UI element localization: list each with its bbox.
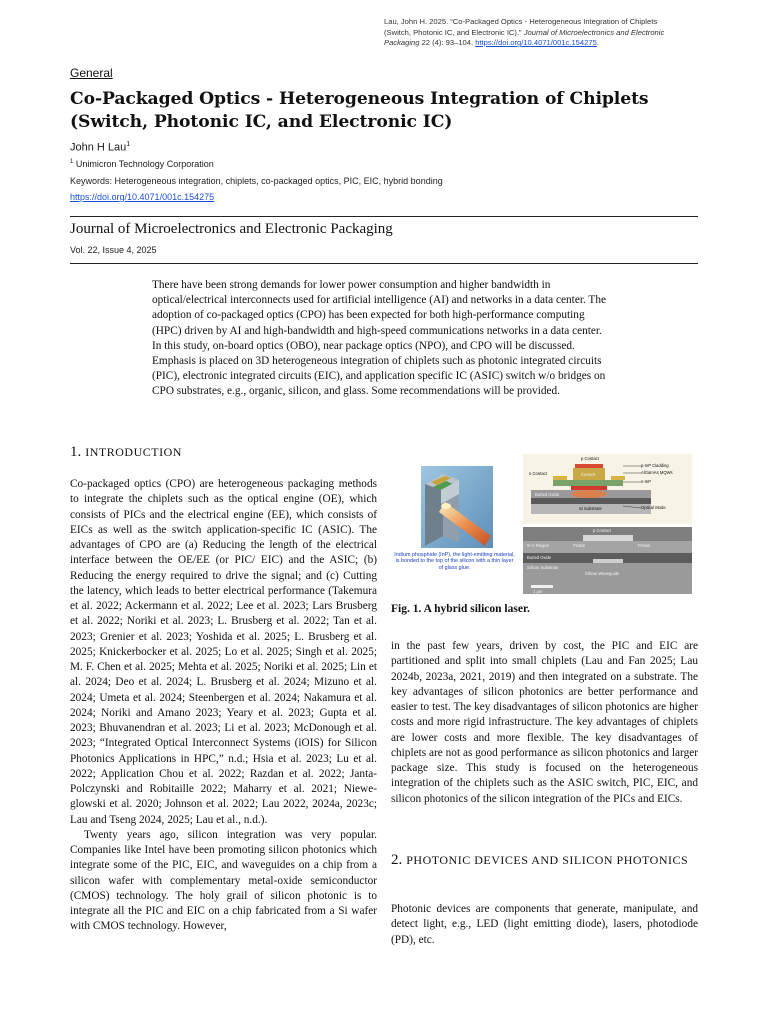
label-n-inp: n-InP xyxy=(641,479,652,484)
author-name: John H Lau xyxy=(70,141,127,154)
label-proton-left: Proton xyxy=(573,543,586,548)
citation-volume: 22 (4): 93–104. xyxy=(419,38,476,47)
section-title: INTRODUCTION xyxy=(85,445,182,459)
label-current: Current xyxy=(581,472,595,477)
doi-link[interactable]: https://doi.org/10.4071/001c.154275 xyxy=(70,192,215,202)
label-optical-mode: Optical Mode xyxy=(641,505,666,510)
label-iii-v-region: III-V Region xyxy=(527,543,550,548)
citation-end: . xyxy=(596,38,599,47)
affiliation-text: Unimicron Technology Corporation xyxy=(73,159,214,169)
paragraph: Twenty years ago, silicon integration was very popular. Companies like Intel have been promoting silicon photonics which integrate some of the PIC, EIC, and waveguides on a chip from a silicon wafer with complementary metal-oxide semiconductor (CMOS) technology. The holy grail of silicon photonic is to integrate all the PIC and EIC on a chip fabricated from a Si wafer with CMOS technology. However, xyxy=(70,828,377,933)
citation-text: Lau, John H. 2025. “Co-Packaged Optics - Heterogeneous Integration of Chiplets (Switch, Photonic IC, and Electronic IC).” xyxy=(384,17,658,37)
figure-image-caption: Indium phosphide (InP), the light-emitting material, is bonded to the top of the silicon with a thin layer of glass glue. xyxy=(394,552,515,571)
section-2-heading xyxy=(391,850,691,870)
figure-1 xyxy=(391,452,698,594)
laser-sem-image xyxy=(523,527,692,594)
label-sem-buried-oxide: Buried Oxide xyxy=(527,555,552,560)
laser-3d-illustration xyxy=(391,454,518,586)
section-title: PHOTONIC DEVICES AND SILICON PHOTONICS xyxy=(406,853,689,867)
label-p-inp: p-InP Cladding xyxy=(641,463,669,468)
label-silicon-waveguide: Silicon Waveguide xyxy=(585,571,620,576)
paragraph: Photonic devices are components that generate, manipulate, and detect light, e.g., LED (light emitting diode), lasers, photodiode (PD), etc. xyxy=(391,903,698,946)
right-column xyxy=(391,639,698,807)
left-column xyxy=(70,477,377,935)
paper-title: Co-Packaged Optics - Heterogeneous Integration of Chiplets (Switch, Photonic IC, and Electronic IC) xyxy=(70,89,649,132)
section-number: 1. xyxy=(70,444,82,460)
journal-name: Journal of Microelectronics and Electronic Packaging xyxy=(70,221,393,237)
label-sem-p-contact: p Contact xyxy=(593,528,611,533)
label-n-contact: n Contact xyxy=(529,471,547,476)
citation-doi-link[interactable]: https://doi.org/10.4071/001c.154275 xyxy=(475,38,597,47)
divider xyxy=(70,263,698,264)
author-sup: 1 xyxy=(126,141,131,148)
section-label[interactable]: General xyxy=(70,66,113,80)
author xyxy=(70,141,130,154)
citation-journal: Journal of Microelectronics and Electronic Packaging xyxy=(384,27,665,47)
citation-header xyxy=(384,17,684,49)
label-silicon-substrate: Silicon Substrate xyxy=(527,565,559,570)
affiliation xyxy=(70,159,214,169)
paragraph: Co-packaged optics (CPO) are heterogeneous packaging methods to integrate the chiplets such as the optical engine (OE), which consists of PICs and the electrical engine (EE), which consists of EICs as well as the switch application-specific IC (ASIC). The advantages of CPO are (a) Reducing the length of the electrical interface between the OE/EE (or PIC/ EIC) and the ASIC; (b) Reducing the energy required to drive the signal; and (c) Cutting the latency, which leads to better electrical performance (Takemura et al. 2022; Ackermann et al. 2022; Lee et al. 2023; Lars Brusberg et al. 2022; Noriki et al. 2023; L. Brusberg et al. 2022; Tan et al. 2023; Grenier et al. 2023; Yoshida et al. 2025; L. Brusberg et al. 2025; Knickerbocker et al. 2025; Lo et al. 2025; Singh et al. 2025; M. F. Chen et al. 2025; Mehta et al. 2025; Noriki et al. 2025; Lin et al. 2024; Deo et al. 2024; L. Brusberg et al. 2024; Mizuno et al. 2024; Umeta et al. 2024; Steenbergen et al. 2024; Nakamura et al. 2024; Noriki and Amano 2023; Yeary et al. 2023; Gupta et al. 2023; Bhuvanendran et al. 2023; Li et al. 2023; McDonough et al. 2023; “Integrated Optical Interconnect Systems (iOIS) for Silicon Photonics Applications in HPC,” n.d.; Hsia et al. 2023; Lu et al. 2022; Application Chou et al. 2022; Razdan et al. 2022; Janta-Polczynski and Robitaille 2022; Maharry et al. 2021; Niewe-glowski et al. 2020; Johnson et al. 2022; Lau 2022, 2024a, 2023c; Lau and Tseng 2024, 2025; Lau et al., n.d.). xyxy=(70,478,377,826)
sem-drawing xyxy=(523,527,692,594)
label-buried-oxide: Buried Oxide xyxy=(535,492,560,497)
label-si-substrate: Si Substrate xyxy=(579,506,602,511)
laser-cross-section-diagram xyxy=(523,454,692,524)
divider xyxy=(70,216,698,217)
journal-volume: Vol. 22, Issue 4, 2025 xyxy=(70,245,157,255)
figure-caption: Fig. 1. A hybrid silicon laser. xyxy=(391,603,530,615)
paragraph: in the past few years, driven by cost, the PIC and EIC are partitioned and split into small chiplets (Lau and Fan 2025; Lau 2024b, 2023a, 2021, 2019) and then integrated on a substrate. The key advantages of silicon photonics are better performance and easier to test. The key disadvantages of silicon photonics are higher costs and more rigid infrastructure. The key advantages of chiplets are lower costs and more flexible. The key disadvantages of chiplets are not as good performance as silicon photonics and larger package size. This study is focused on the heterogeneous integration of the chiplets such as the ASIC switch, PIC, EIC, and silicon photonics of the silicon integration of the PICs and EICs. xyxy=(391,640,698,805)
label-scale-bar: 1 µm xyxy=(533,589,543,594)
label-p-contact: p Contact xyxy=(581,456,599,461)
section-2-body xyxy=(391,902,698,948)
label-proton-right: Proton xyxy=(638,543,651,548)
abstract: There have been strong demands for lower power consumption and higher bandwidth in optical/electrical interconnects used for artificial intelligence (AI) and networks in a data center. The adoption of co-packaged optics (CPO) has been expected for both high-performance computing (HPC) driven by AI and high-bandwidth and high-speed communications networks in a data center. In this study, on-board optics (OBO), near package optics (NPO), and CPO will be discussed. Emphasis is placed on 3D heterogeneous integration of chiplets such as photonic integrated circuits (PIC), electronic integrated circuits (EIC), and application specific IC (ASIC) switch w/o bridges on CPO substrates, e.g., organic, silicon, and glass. Some recommendations will be provided. xyxy=(152,279,606,398)
keywords: Keywords: Heterogeneous integration, chiplets, co-packaged optics, PIC, EIC, hybrid bonding xyxy=(70,176,443,186)
affiliation-sup: 1 xyxy=(70,159,74,165)
section-1-heading xyxy=(70,443,182,461)
section-number: 2. xyxy=(391,852,403,868)
label-mqw: AlGaInAs MQWs xyxy=(641,470,673,475)
